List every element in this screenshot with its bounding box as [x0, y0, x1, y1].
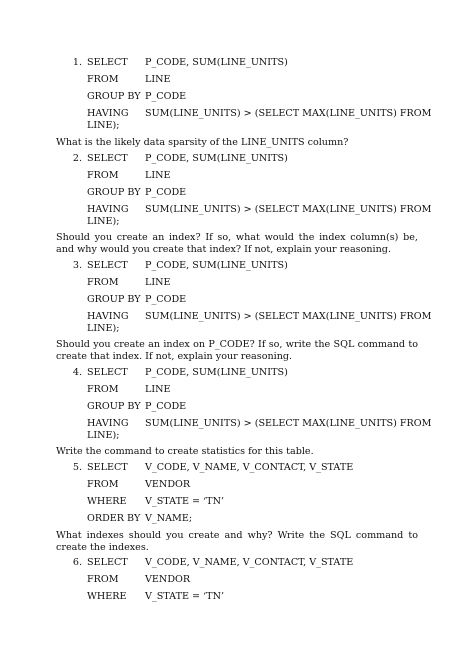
sql-argument: P_CODE, SUM(LINE_UNITS)	[145, 57, 288, 68]
sql-argument: VENDOR	[145, 479, 191, 490]
sql-keyword: HAVING	[87, 311, 129, 322]
sql-argument: P_CODE	[145, 294, 187, 305]
sql-argument: V_STATE = ‘TN’	[145, 496, 225, 507]
sql-argument: SUM(LINE_UNITS) > (SELECT MAX(LINE_UNITS) FROM	[145, 204, 432, 215]
sql-argument: V_NAME;	[145, 513, 193, 524]
question-prompt: Should you create an index on P_CODE? If so, write the SQL command to create that index. If not, explain your reasoning.	[56, 339, 418, 362]
sql-keyword: FROM	[87, 74, 119, 85]
sql-argument: LINE	[145, 384, 171, 395]
sql-keyword: HAVING	[87, 108, 129, 119]
sql-tail: LINE);	[87, 120, 120, 131]
sql-keyword: FROM	[87, 479, 119, 490]
sql-keyword: FROM	[87, 384, 119, 395]
question-prompt: What is the likely data sparsity of the LINE_UNITS column?	[56, 137, 349, 148]
sql-argument: V_CODE, V_NAME, V_CONTACT, V_STATE	[145, 557, 354, 568]
sql-argument: SUM(LINE_UNITS) > (SELECT MAX(LINE_UNITS) FROM	[145, 418, 432, 429]
question-prompt: Write the command to create statistics for this table.	[56, 446, 314, 457]
sql-argument: LINE	[145, 74, 171, 85]
sql-keyword: HAVING	[87, 418, 129, 429]
sql-keyword: GROUP BY	[87, 294, 141, 305]
sql-keyword: FROM	[87, 277, 119, 288]
sql-keyword: SELECT	[87, 557, 128, 568]
sql-keyword: WHERE	[87, 591, 127, 602]
sql-argument: VENDOR	[145, 574, 191, 585]
sql-keyword: HAVING	[87, 204, 129, 215]
sql-tail: LINE);	[87, 430, 120, 441]
sql-argument: V_CODE, V_NAME, V_CONTACT, V_STATE	[145, 462, 354, 473]
sql-argument: SUM(LINE_UNITS) > (SELECT MAX(LINE_UNITS) FROM	[145, 108, 432, 119]
sql-keyword: ORDER BY	[87, 513, 141, 524]
question-number: 4.	[72, 367, 82, 378]
sql-argument: P_CODE, SUM(LINE_UNITS)	[145, 260, 288, 271]
question-number: 5.	[72, 462, 82, 473]
sql-argument: V_STATE = ‘TN’	[145, 591, 225, 602]
sql-argument: P_CODE, SUM(LINE_UNITS)	[145, 367, 288, 378]
sql-argument: LINE	[145, 277, 171, 288]
sql-argument: LINE	[145, 170, 171, 181]
sql-keyword: SELECT	[87, 153, 128, 164]
sql-argument: P_CODE	[145, 91, 187, 102]
question-prompt: What indexes should you create and why? Write the SQL command to create the indexes.	[56, 530, 418, 553]
sql-argument: P_CODE	[145, 187, 187, 198]
sql-keyword: SELECT	[87, 57, 128, 68]
sql-tail: LINE);	[87, 216, 120, 227]
sql-argument: P_CODE, SUM(LINE_UNITS)	[145, 153, 288, 164]
sql-keyword: GROUP BY	[87, 91, 141, 102]
question-number: 2.	[72, 153, 82, 164]
sql-keyword: SELECT	[87, 367, 128, 378]
question-number: 1.	[72, 57, 82, 68]
question-number: 6.	[72, 557, 82, 568]
sql-keyword: FROM	[87, 170, 119, 181]
sql-keyword: WHERE	[87, 496, 127, 507]
question-number: 3.	[72, 260, 82, 271]
sql-keyword: GROUP BY	[87, 401, 141, 412]
sql-keyword: SELECT	[87, 260, 128, 271]
sql-argument: P_CODE	[145, 401, 187, 412]
sql-tail: LINE);	[87, 323, 120, 334]
sql-keyword: GROUP BY	[87, 187, 141, 198]
sql-keyword: SELECT	[87, 462, 128, 473]
question-prompt: Should you create an index? If so, what would the index column(s) be, and why would you create that index? If not, explain your reasoning.	[56, 232, 418, 255]
sql-argument: SUM(LINE_UNITS) > (SELECT MAX(LINE_UNITS) FROM	[145, 311, 432, 322]
sql-keyword: FROM	[87, 574, 119, 585]
